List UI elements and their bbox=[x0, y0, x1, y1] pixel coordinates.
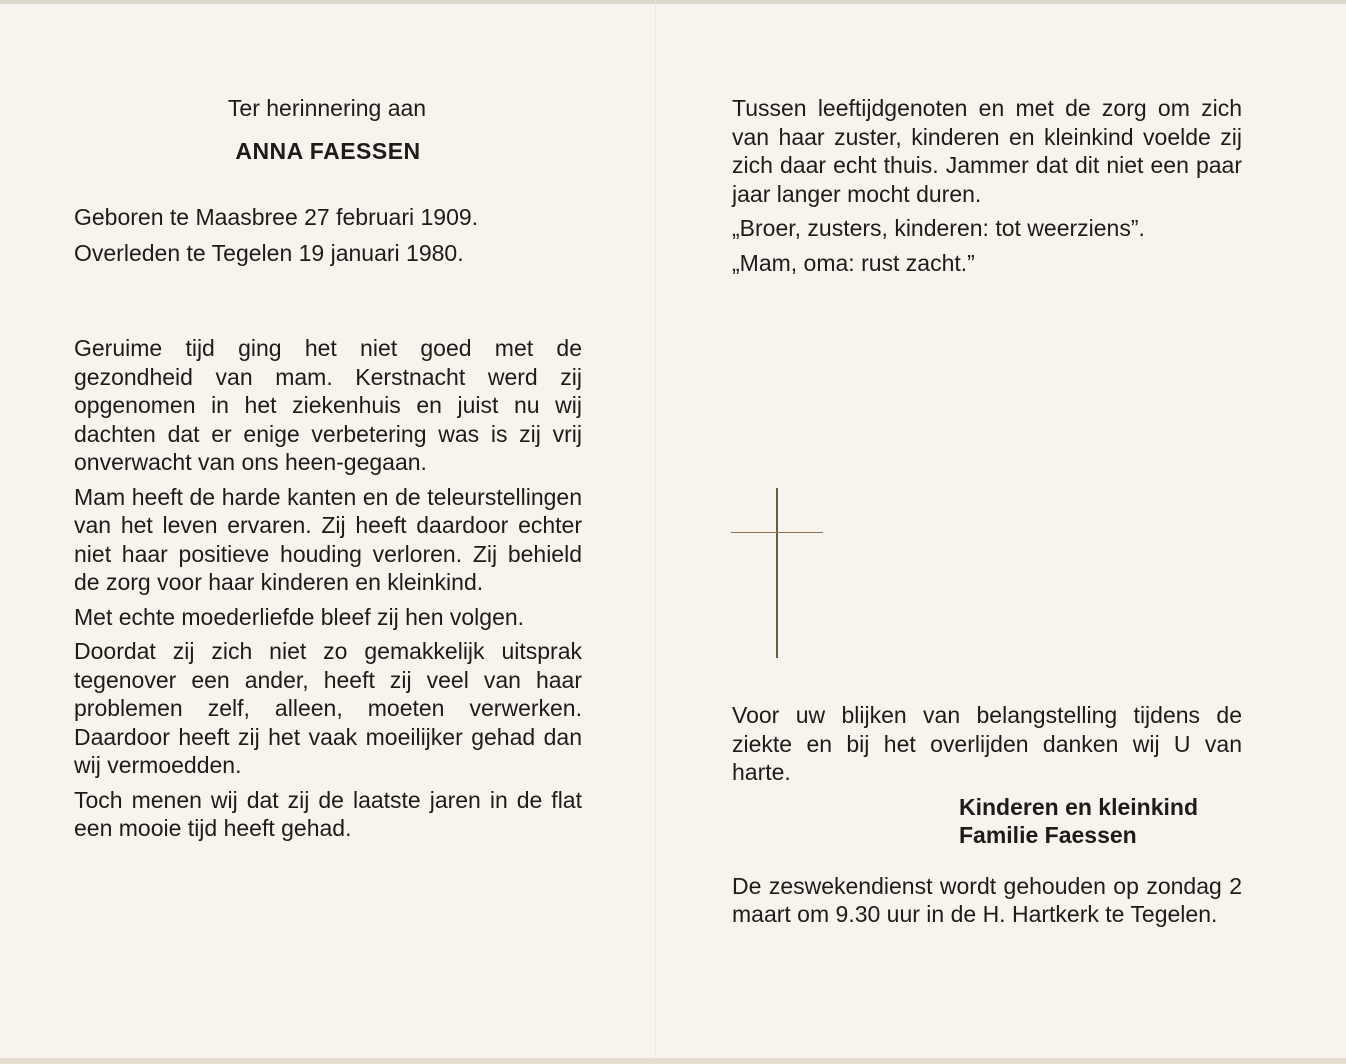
card-top-edge bbox=[0, 0, 1346, 4]
signature-block bbox=[959, 793, 1242, 850]
right-paragraph-3: „Mam, oma: rust zacht.” bbox=[732, 249, 975, 276]
paragraph-2: Mam heeft de harde kanten en de teleurstellingen van het leven ervaren. Zij heeft daardoor echter niet haar positieve houding verloren. Zij behield de zorg voor haar kinderen en kleinkind. bbox=[74, 483, 582, 595]
intro-text: Ter herinnering aan bbox=[227, 95, 427, 121]
paragraph-4: Doordat zij zich niet zo gemakkelijk uitsprak tegenover een ander, heeft zij veel van haar problemen zelf, alleen, moeten verwerken. Daardoor heeft zij het vaak moeilijker gehad dan wij vermoedden. bbox=[74, 638, 582, 778]
right-page-lower bbox=[732, 701, 1242, 929]
paragraph-5: Toch menen wij dat zij de laatste jaren in de flat een mooie tijd heeft gehad. bbox=[74, 786, 582, 841]
signature-line-1: Kinderen en kleinkind bbox=[959, 793, 1198, 820]
death-line: Overleden te Tegelen 19 januari 1980. bbox=[74, 239, 464, 266]
paragraph-3: Met echte moederliefde bleef zij hen volgen. bbox=[74, 603, 525, 630]
right-paragraph-2: „Broer, zusters, kinderen: tot weerziens”. bbox=[732, 215, 1145, 241]
cross-horizontal-bar bbox=[731, 532, 823, 533]
right-paragraph-1: Tussen leeftijdgenoten en met de zorg om zich van haar zuster, kinderen en kleinkind voelde zij zich daar echt thuis. Jammer dat dit niet een paar jaar langer mocht duren. bbox=[732, 95, 1242, 207]
deceased-name: ANNA FAESSEN bbox=[235, 137, 421, 164]
signature-line-2: Familie Faessen bbox=[959, 822, 1137, 848]
left-page bbox=[74, 94, 582, 843]
paragraph-1: Geruime tijd ging het niet goed met de gezondheid van mam. Kerstnacht werd zij opgenomen in het ziekenhuis en juist nu wij dachten dat er enige verbetering was is zij vrij onverwacht van ons heen-gegaan. bbox=[74, 335, 582, 475]
card-fold-line bbox=[655, 0, 656, 1064]
service-announcement: De zeswekendienst wordt gehouden op zondag 2 maart om 9.30 uur in de H. Hartkerk te Tegelen. bbox=[732, 872, 1242, 927]
card-bottom-edge bbox=[0, 1058, 1346, 1064]
thanks-text: Voor uw blijken van belangstelling tijdens de ziekte en bij het overlijden danken wij U van harte. bbox=[732, 702, 1242, 785]
right-page bbox=[732, 94, 1242, 277]
cross-vertical-bar bbox=[776, 488, 778, 658]
birth-line: Geboren te Maasbree 27 februari 1909. bbox=[74, 204, 479, 230]
